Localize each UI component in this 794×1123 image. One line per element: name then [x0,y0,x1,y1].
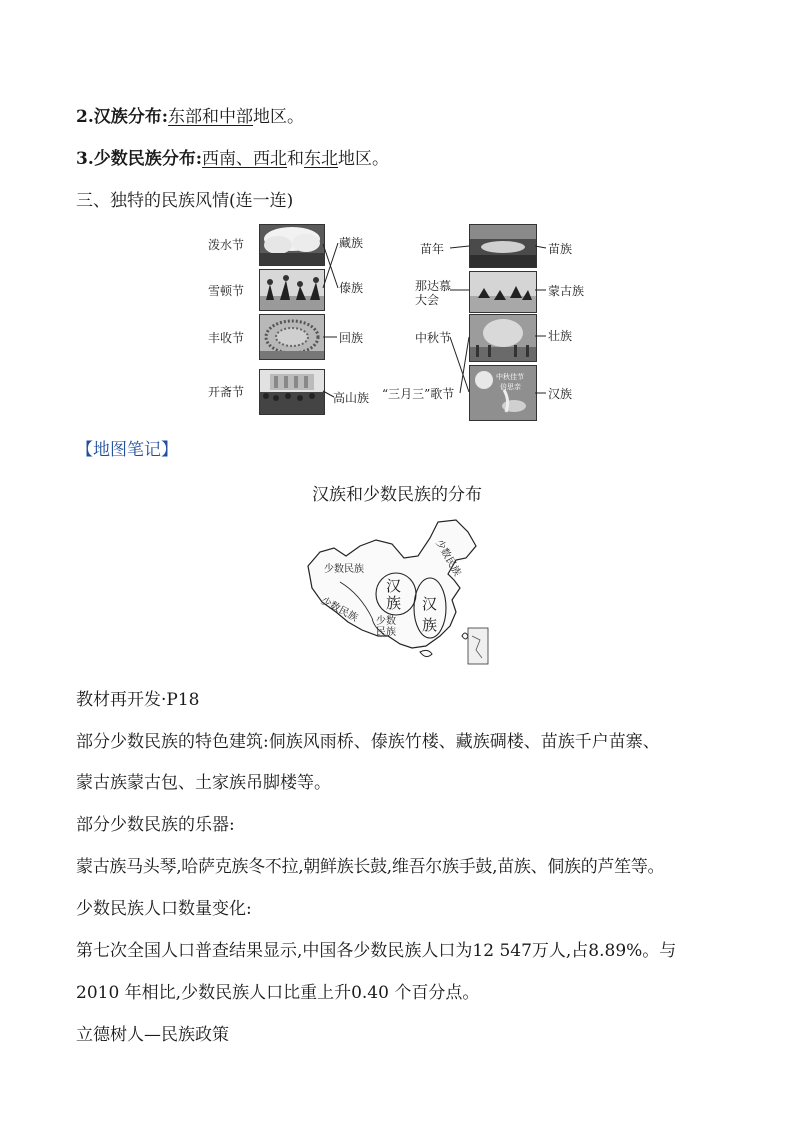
map-label-han-2b: 族 [422,616,438,634]
mooncake-text-1: 中秋佳节 [496,373,524,381]
and-text: 和 [202,107,220,127]
distribution-map [300,518,500,670]
festival-water-splashing: 泼水节 [208,238,245,252]
festival-naadam-2: 大会 [415,293,440,307]
people-hui: 回族 [339,331,364,345]
matching-exercise [0,0,794,430]
east-answer: 东部 [168,107,203,127]
map-label-han-1a: 汉 [386,577,402,595]
festival-naadam-1: 那达慕 [415,279,452,293]
map-label-han-1b: 族 [386,594,402,612]
map-label-han-2a: 汉 [422,595,438,613]
map-label-han-1 [386,578,401,612]
paragraph-4: 蒙古族马头琴,哈萨克族冬不拉,朝鲜族长鼓,维吾尔族手鼓,苗族、侗族的芦笙等。 [76,857,665,877]
map-label-south-1: 少数 [376,616,396,627]
map-label-northeast: 少数民族 [433,538,463,579]
paragraph-6: 第七次全国人口普查结果显示,中国各少数民族人口为12 547万人,占8.89%。与 [76,941,677,961]
section3-title: 三、独特的民族风情(连一连) [76,191,294,211]
festival-shoton: 雪顿节 [208,284,245,298]
paragraph-8: 立德树人—民族政策 [76,1025,229,1045]
northwest-answer: 西北 [253,149,288,169]
comma-text: 、 [236,149,254,169]
han-distribution-label: 2.汉族分布: [76,107,169,127]
paragraph-7: 2010 年相比,少数民族人口比重上升0.40 个百分点。 [76,983,480,1003]
people-dai: 傣族 [339,281,364,295]
minority-distribution-label: 3.少数民族分布: [76,149,203,169]
festival-mid-autumn: 中秋节 [415,331,452,345]
central-answer: 中部 [219,107,254,127]
region-suffix: 地区。 [253,107,305,127]
textbook-heading-text: 教材再开发·P18 [76,690,200,710]
map-label-west: 少数民族 [324,564,364,575]
map-label-han-2 [422,594,437,636]
textbook-heading [76,688,199,712]
map-label-southwest: 少数民族 [318,595,360,625]
people-han: 汉族 [548,387,573,401]
people-zhuang: 壮族 [548,329,573,343]
map-title: 汉族和少数民族的分布 [312,485,482,505]
festival-harvest: 丰收节 [208,331,245,345]
people-gaoshan: 高山族 [333,391,370,405]
people-mongol: 蒙古族 [548,284,585,298]
map-notes-heading: 【地图笔记】 [76,440,178,460]
and-text-2: 和 [287,149,305,169]
paragraph-2: 蒙古族蒙古包、土家族吊脚楼等。 [76,773,331,793]
people-tibetan: 藏族 [339,236,364,250]
right-match-lines [0,0,794,430]
region-suffix-2: 地区。 [338,149,390,169]
map-label-south-2: 民族 [376,627,396,638]
mooncake-text-2: 倍思亲 [500,383,521,391]
paragraph-5: 少数民族人口数量变化: [76,899,252,919]
southwest-answer: 西南 [202,149,237,169]
people-miao: 苗族 [548,242,573,256]
northeast-answer: 东北 [304,149,339,169]
festival-miao-new-year: 苗年 [420,242,445,256]
paragraph-3: 部分少数民族的乐器: [76,815,235,835]
festival-eid: 开斋节 [208,385,245,399]
map-label-south [376,616,396,638]
paragraph-1: 部分少数民族的特色建筑:侗族风雨桥、傣族竹楼、藏族碉楼、苗族千户苗寨、 [76,732,660,752]
festival-sanyuesan: “三月三”歌节 [382,387,455,401]
